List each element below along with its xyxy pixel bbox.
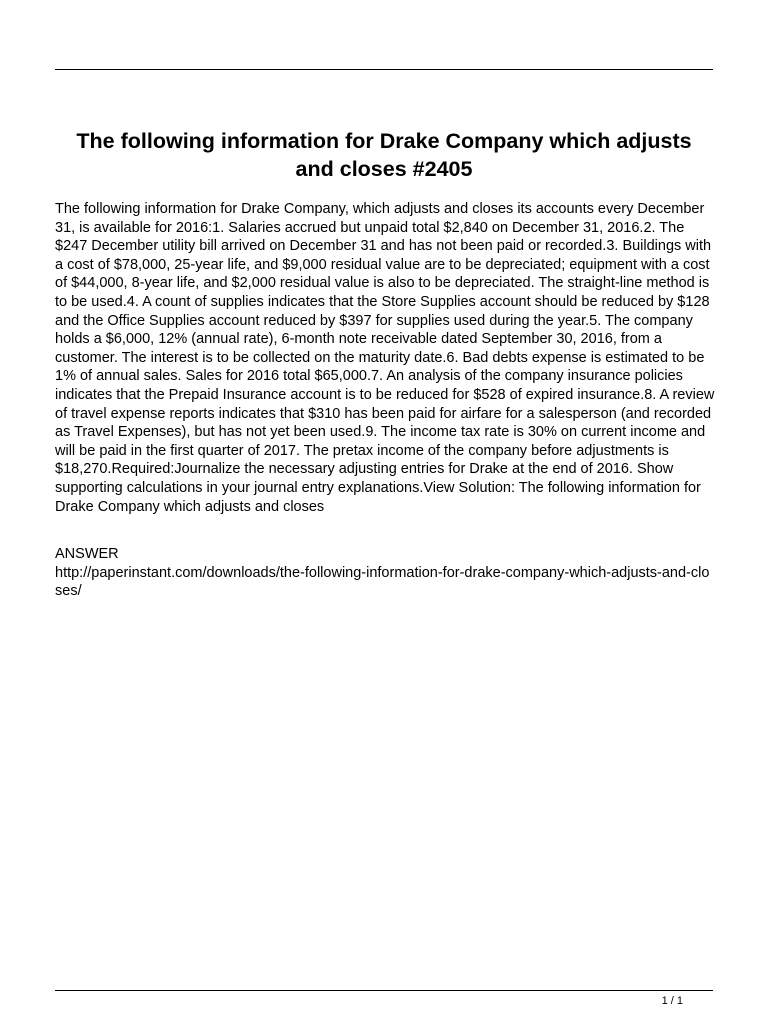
top-divider bbox=[55, 69, 713, 70]
answer-section bbox=[55, 545, 715, 601]
document-body: The following information for Drake Company, which adjusts and closes its accounts every December 31, is available for 2016:1. Salaries accrued but unpaid total $2,840 on December 31, 2016.2. The $247 December utility bill arrived on December 31 and has not been paid or recorded.3. Buildings with a cost of $78,000, 25-year life, and $9,000 residual value are to be depreciated; equipment with a cost of $44,000, 8-year life, and $2,000 residual value is also to be depreciated. The straight-line method is to be used.4. A count of supplies indicates that the Store Supplies account should be reduced by $128 and the Office Supplies account reduced by $397 for supplies used during the year.5. The company holds a $6,000, 12% (annual rate), 6-month note receivable dated September 30, 2016, from a customer. The interest is to be collected on the maturity date.6. Bad debts expense is estimated to be 1% of annual sales. Sales for 2016 total $65,000.7. An analysis of the company insurance policies indicates that the Prepaid Insurance account is to be reduced for $528 of expired insurance.8. A review of travel expense reports indicates that $310 has been paid for airfare for a salesperson (and recorded as Travel Expenses), but has not yet been used.9. The income tax rate is 30% on current income and will be paid in the first quarter of 2017. The pretax income of the company before adjustments is $18,270.Required:Journalize the necessary adjusting entries for Drake at the end of 2016. Show supporting calculations in your journal entry explanations.View Solution: The following information for Drake Company which adjusts and closes bbox=[55, 201, 715, 515]
document-title: The following information for Drake Company which adjusts and closes #2405 bbox=[76, 129, 692, 181]
answer-link[interactable]: http://paperinstant.com/downloads/the-following-information-for-drake-company-which-adjusts-and-closes/ bbox=[55, 564, 710, 600]
page-indicator: 1 / 1 bbox=[661, 995, 683, 1007]
answer-label: ANSWER bbox=[55, 546, 119, 562]
bottom-divider bbox=[55, 990, 713, 991]
